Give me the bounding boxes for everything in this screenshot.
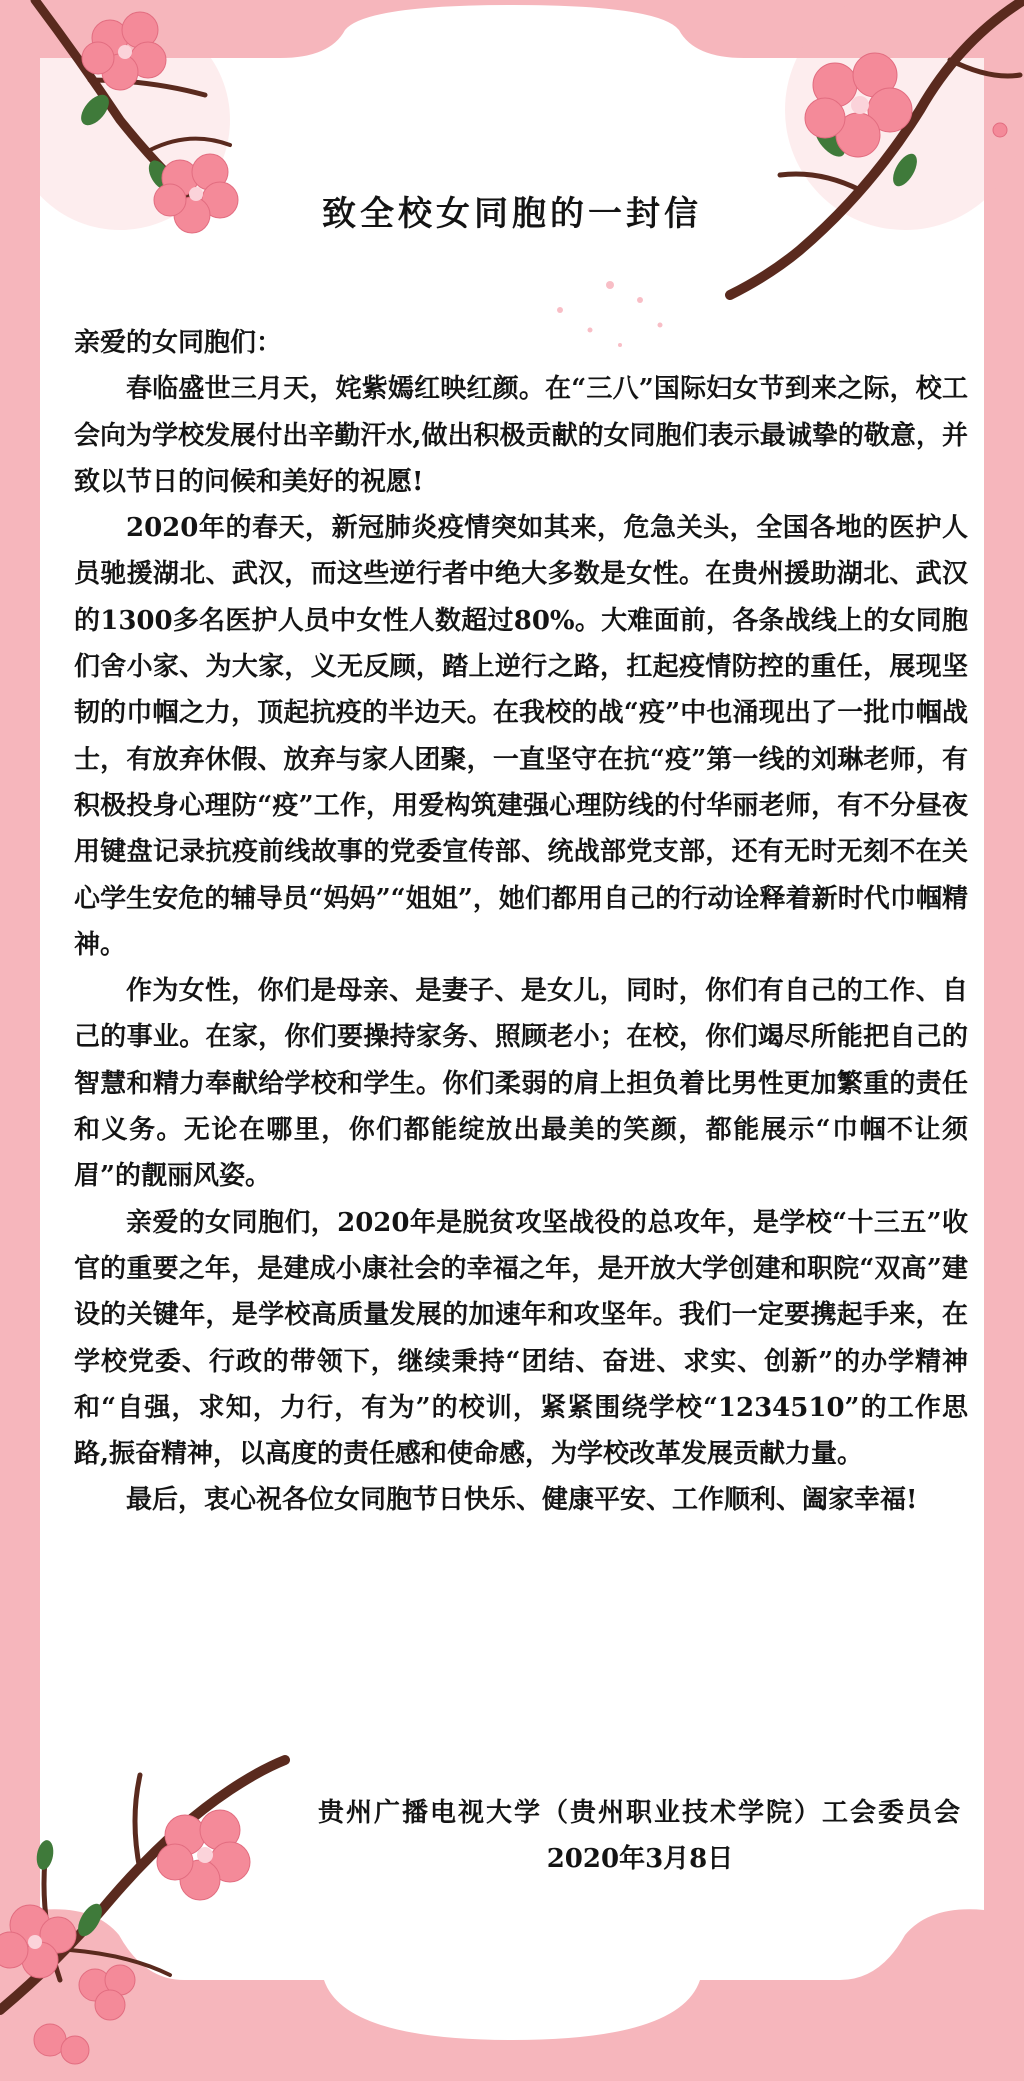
paragraph-4: 亲爱的女同胞们，2020年是脱贫攻坚战役的总攻年，是学校“十三五”收官的重要之年，是建成小康社会的幸福之年，是开放大学创建和职院“双高”建设的关键年，是学校高质量发展的加速年和攻坚年。我们一定要携起手来，在学校党委、行政的带领下，继续秉持“团结、奋进、求实、创新”的办学精神和“自强，求知，力行，有为”的校训，紧紧围绕学校“1234510”的工作思路,振奋精神，以高度的责任感和使命感，为学校改革发展贡献力量。: [74, 1207, 968, 1470]
paragraph-5: 最后，衷心祝各位女同胞节日快乐、健康平安、工作顺利、阖家幸福!: [126, 1485, 918, 1516]
salutation: 亲爱的女同胞们：: [74, 328, 283, 358]
paragraph-1: 春临盛世三月天，姹紫嫣红映红颜。在“三八”国际妇女节到来之际，校工会向为学校发展付出辛勤汗水,做出积极贡献的女同胞们表示最诚挚的敬意，并致以节日的问候和美好的祝愿!: [74, 374, 968, 497]
paragraph-3: 作为女性，你们是母亲、是妻子、是女儿，同时，你们有自己的工作、自己的事业。在家，你们要操持家务、照顾老小；在校，你们竭尽所能把自己的智慧和精力奉献给学校和学生。你们柔弱的肩上担负着比男性更加繁重的责任和义务。无论在哪里，你们都能绽放出最美的笑颜，都能展示“巾帼不让须眉”的靓丽风姿。: [74, 976, 968, 1192]
letter-body: [74, 320, 968, 1524]
signature-block: [280, 1790, 1000, 1882]
letter-title: 致全校女同胞的一封信: [322, 194, 702, 234]
signature-date: 2020年3月8日: [546, 1844, 734, 1874]
paragraph-2: 2020年的春天，新冠肺炎疫情突如其来，危急关头，全国各地的医护人员驰援湖北、武汉，而这些逆行者中绝大多数是女性。在贵州援助湖北、武汉的1300多名医护人员中女性人数超过80%。大难面前，各条战线上的女同胞们舍小家、为大家，义无反顾，踏上逆行之路，扛起疫情防控的重任，展现坚韧的巾帼之力，顶起抗疫的半边天。在我校的战“疫”中也涌现出了一批巾帼战士，有放弃休假、放弃与家人团聚，一直坚守在抗“疫”第一线的刘琳老师，有积极投身心理防“疫”工作，用爱构筑建强心理防线的付华丽老师，有不分昼夜用键盘记录抗疫前线故事的党委宣传部、统战部党支部，还有无时无刻不在关心学生安危的辅导员“妈妈”“姐姐”，她们都用自己的行动诠释着新时代巾帼精神。: [74, 513, 968, 960]
signature-organization: 贵州广播电视大学（贵州职业技术学院）工会委员会: [317, 1798, 962, 1828]
